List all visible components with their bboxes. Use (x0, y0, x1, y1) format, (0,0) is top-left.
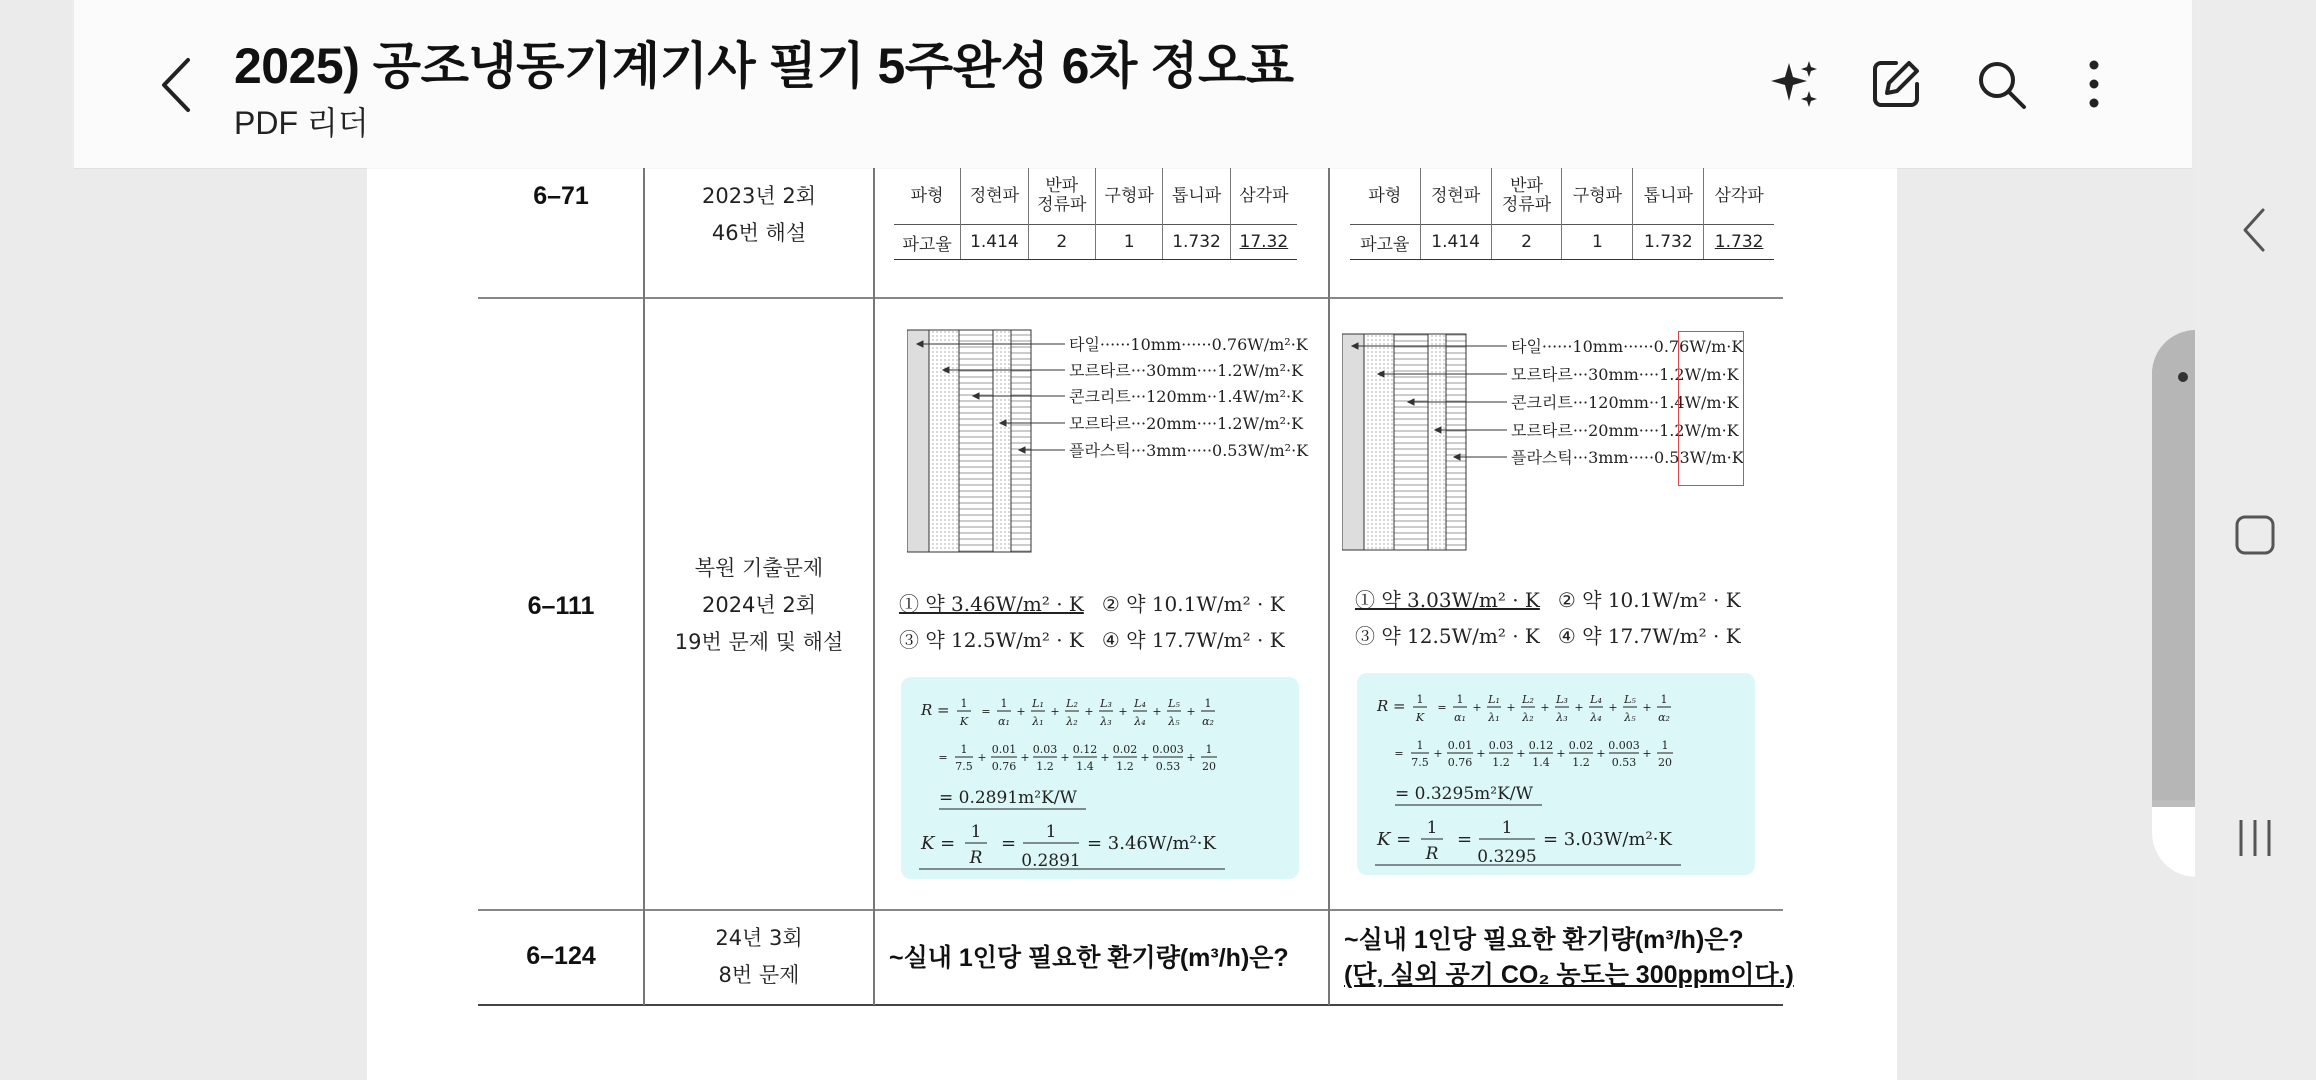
svg-text:+: + (977, 751, 987, 764)
more-icon (2084, 57, 2104, 111)
ai-sparkle-icon (1769, 57, 1823, 111)
svg-text:콘크리트···120mm··1.4W/m·K: 콘크리트···120mm··1.4W/m·K (1511, 393, 1739, 412)
svg-text:λ₃: λ₃ (1556, 711, 1568, 724)
nav-recents-icon (2225, 808, 2285, 868)
svg-text:1: 1 (1426, 818, 1438, 838)
svg-text:λ₅: λ₅ (1168, 715, 1180, 728)
nav-home-button[interactable] (2225, 505, 2285, 565)
source-line: 19번 문제 및 해설 (674, 630, 844, 654)
row-number: 6–124 (526, 942, 596, 970)
svg-text:+: + (1020, 751, 1030, 764)
more-options-button[interactable] (2062, 52, 2126, 116)
edge-dot (2178, 372, 2188, 382)
nav-back-button[interactable] (2225, 200, 2285, 260)
ai-assist-button[interactable] (1764, 52, 1828, 116)
svg-text:=: = (981, 705, 991, 718)
svg-text:=: = (1001, 833, 1017, 854)
col-divider (1328, 150, 1330, 1005)
svg-text:+: + (1118, 705, 1128, 718)
svg-text:+: + (1540, 701, 1550, 714)
svg-text:= 3.46W/m²·K: = 3.46W/m²·K (1087, 833, 1216, 854)
svg-text:λ₂: λ₂ (1522, 711, 1534, 724)
svg-text:20: 20 (1202, 760, 1216, 773)
svg-text:콘크리트···120mm··1.4W/m²·K: 콘크리트···120mm··1.4W/m²·K (1069, 387, 1304, 406)
svg-text:α₂: α₂ (1658, 711, 1670, 724)
svg-text:= 3.03W/m²·K: = 3.03W/m²·K (1543, 829, 1672, 850)
svg-text:모르타르···30mm····1.2W/m²·K: 모르타르···30mm····1.2W/m²·K (1069, 361, 1304, 380)
svg-text:1: 1 (1501, 818, 1513, 838)
svg-text:=: = (938, 751, 948, 764)
svg-text:λ₁: λ₁ (1488, 711, 1500, 724)
svg-text:0.03: 0.03 (1032, 743, 1058, 756)
svg-text:1.2: 1.2 (1572, 756, 1590, 769)
svg-text:0.76: 0.76 (991, 760, 1017, 773)
svg-text:+: + (1476, 747, 1486, 760)
formula-box-before (901, 677, 1299, 879)
svg-text:0.01: 0.01 (991, 743, 1017, 756)
source-line: 2023년 2회 (701, 184, 817, 208)
col-divider (873, 150, 875, 1005)
svg-text:=: = (1437, 701, 1447, 714)
svg-text:1: 1 (1000, 697, 1008, 710)
svg-text:+: + (1516, 747, 1526, 760)
svg-text:= 0.2891m²K/W: = 0.2891m²K/W (939, 788, 1077, 808)
svg-text:1: 1 (960, 697, 968, 710)
svg-text:+: + (1556, 747, 1566, 760)
correction-highlight-box (1678, 331, 1744, 486)
svg-text:K =: K = (921, 833, 956, 854)
search-button[interactable] (1969, 52, 2033, 116)
question-after-line1: ~실내 1인당 필요한 환기량(m³/h)은? (1344, 926, 1744, 954)
svg-text:R: R (969, 848, 983, 868)
svg-text:K: K (959, 715, 969, 728)
svg-text:7.5: 7.5 (1411, 756, 1429, 769)
svg-text:1: 1 (1660, 693, 1668, 706)
back-icon (144, 50, 214, 120)
svg-text:0.53: 0.53 (1155, 760, 1181, 773)
svg-text:0.2891: 0.2891 (1021, 851, 1081, 871)
search-icon (1974, 57, 2028, 111)
svg-text:+: + (1060, 751, 1070, 764)
svg-text:+: + (1642, 747, 1652, 760)
svg-text:0.01: 0.01 (1447, 739, 1473, 752)
answer-choices-before: ① 약 3.46W/m² · K ② 약 10.1W/m² · K ③ 약 12.5W/m² · K ④ 약 17.7W/m² · K (899, 592, 1285, 652)
nav-back-icon (2225, 200, 2285, 260)
formula-box-after (1357, 673, 1755, 875)
svg-text:λ₂: λ₂ (1066, 715, 1078, 728)
svg-text:1: 1 (1456, 693, 1464, 706)
svg-text:+: + (1642, 701, 1652, 714)
svg-text:플라스틱···3mm·····0.53W/m·K: 플라스틱···3mm·····0.53W/m·K (1511, 448, 1744, 467)
svg-text:0.02: 0.02 (1568, 739, 1594, 752)
svg-text:K =: K = (1377, 829, 1412, 850)
edit-icon (1869, 57, 1923, 111)
svg-text:L₂: L₂ (1522, 693, 1534, 706)
svg-text:L₂: L₂ (1066, 697, 1078, 710)
svg-text:0.03: 0.03 (1488, 739, 1514, 752)
source-line: 46번 해설 (711, 221, 807, 245)
svg-text:1.2: 1.2 (1116, 760, 1134, 773)
svg-text:+: + (1506, 701, 1516, 714)
svg-text:1.4: 1.4 (1532, 756, 1550, 769)
svg-text:+: + (1050, 705, 1060, 718)
svg-text:1: 1 (1416, 739, 1424, 752)
row-source (645, 550, 873, 661)
svg-text:1: 1 (1416, 693, 1424, 706)
svg-text:0.53: 0.53 (1611, 756, 1637, 769)
svg-text:L₁: L₁ (1032, 697, 1044, 710)
row-divider (478, 909, 1783, 911)
svg-text:1: 1 (1045, 822, 1057, 842)
svg-text:α₁: α₁ (998, 715, 1010, 728)
wall-diagram-before (907, 326, 1327, 558)
nav-recents-button[interactable] (2225, 808, 2285, 868)
svg-text:+: + (1596, 747, 1606, 760)
source-line: 24년 3회 (715, 926, 803, 950)
waveform-table-before: 파형 정현파 반파 정류파 구형파 톱니파 삼각파 파고율 1.414 2 1 1.732 17.32 (894, 168, 1297, 260)
svg-text:0.12: 0.12 (1072, 743, 1098, 756)
waveform-table-after: 파형 정현파 반파 정류파 구형파 톱니파 삼각파 파고율 1.414 2 1 1.732 1.732 (1350, 168, 1774, 260)
svg-text:+: + (1140, 751, 1150, 764)
svg-text:1.2: 1.2 (1036, 760, 1054, 773)
svg-text:L₃: L₃ (1100, 697, 1112, 710)
svg-text:모르타르···20mm····1.2W/m²·K: 모르타르···20mm····1.2W/m²·K (1069, 414, 1304, 433)
nav-home-icon (2225, 505, 2285, 565)
svg-text:모르타르···30mm····1.2W/m·K: 모르타르···30mm····1.2W/m·K (1511, 365, 1739, 384)
svg-text:=: = (1457, 829, 1473, 850)
edit-button[interactable] (1864, 52, 1928, 116)
row-source (645, 920, 873, 994)
svg-text:0.02: 0.02 (1112, 743, 1138, 756)
svg-text:0.76: 0.76 (1447, 756, 1473, 769)
svg-text:20: 20 (1658, 756, 1672, 769)
svg-text:λ₅: λ₅ (1624, 711, 1636, 724)
app-bar (74, 0, 2192, 168)
svg-text:α₁: α₁ (1454, 711, 1466, 724)
svg-text:R: R (1425, 844, 1439, 864)
svg-text:1: 1 (970, 822, 982, 842)
row-divider (478, 297, 1783, 299)
svg-text:7.5: 7.5 (955, 760, 973, 773)
row-divider (478, 1004, 1783, 1006)
question-before: ~실내 1인당 필요한 환기량(m³/h)은? (889, 944, 1289, 972)
svg-text:플라스틱···3mm·····0.53W/m²·K: 플라스틱···3mm·····0.53W/m²·K (1069, 441, 1309, 460)
svg-text:L₁: L₁ (1488, 693, 1500, 706)
svg-text:타일······10mm······0.76W/m²·K: 타일······10mm······0.76W/m²·K (1069, 335, 1308, 354)
svg-text:타일······10mm······0.76W/m·K: 타일······10mm······0.76W/m·K (1511, 337, 1744, 356)
svg-text:R =: R = (1377, 697, 1406, 715)
svg-text:L₅: L₅ (1624, 693, 1636, 706)
row-number: 6–111 (527, 592, 595, 620)
source-line: 2024년 2회 (701, 593, 817, 617)
svg-text:L₃: L₃ (1556, 693, 1568, 706)
svg-text:0.12: 0.12 (1528, 739, 1554, 752)
svg-text:1.4: 1.4 (1076, 760, 1094, 773)
svg-text:= 0.3295m²K/W: = 0.3295m²K/W (1395, 784, 1533, 804)
svg-text:λ₁: λ₁ (1032, 715, 1044, 728)
svg-text:1.2: 1.2 (1492, 756, 1510, 769)
svg-text:L₄: L₄ (1590, 693, 1602, 706)
svg-text:1: 1 (960, 743, 968, 756)
row-source (645, 178, 873, 252)
svg-text:+: + (1016, 705, 1026, 718)
question-after-line2: (단, 실외 공기 CO₂ 농도는 300ppm이다.) (1344, 961, 1794, 989)
svg-text:+: + (1433, 747, 1443, 760)
source-line: 복원 기출문제 (694, 556, 824, 580)
navigation-bar (2195, 0, 2316, 1080)
svg-text:L₄: L₄ (1134, 697, 1146, 710)
row-number: 6–71 (533, 182, 589, 210)
svg-text:+: + (1100, 751, 1110, 764)
svg-text:+: + (1186, 751, 1196, 764)
svg-text:λ₄: λ₄ (1590, 711, 1602, 724)
svg-text:+: + (1608, 701, 1618, 714)
svg-text:모르타르···20mm····1.2W/m·K: 모르타르···20mm····1.2W/m·K (1511, 421, 1739, 440)
svg-text:L₅: L₅ (1168, 697, 1180, 710)
svg-text:1: 1 (1661, 739, 1669, 752)
svg-text:1: 1 (1204, 697, 1212, 710)
document-title: 2025) 공조냉동기계기사 필기 5주완성 6차 정오표 (234, 38, 1294, 94)
svg-text:0.003: 0.003 (1152, 743, 1184, 756)
svg-text:=: = (1394, 747, 1404, 760)
svg-text:λ₄: λ₄ (1134, 715, 1146, 728)
svg-text:K: K (1415, 711, 1425, 724)
svg-text:α₂: α₂ (1202, 715, 1214, 728)
svg-text:1: 1 (1205, 743, 1213, 756)
svg-text:+: + (1472, 701, 1482, 714)
svg-text:0.003: 0.003 (1608, 739, 1640, 752)
svg-text:+: + (1152, 705, 1162, 718)
svg-text:λ₃: λ₃ (1100, 715, 1112, 728)
source-line: 8번 문제 (718, 963, 800, 987)
svg-text:+: + (1084, 705, 1094, 718)
answer-choices-after: ① 약 3.03W/m² · K ② 약 10.1W/m² · K ③ 약 12.5W/m² · K ④ 약 17.7W/m² · K (1355, 588, 1741, 648)
svg-text:+: + (1186, 705, 1196, 718)
svg-text:+: + (1574, 701, 1584, 714)
back-button[interactable] (144, 50, 214, 120)
svg-text:0.3295: 0.3295 (1477, 847, 1537, 867)
app-name: PDF 리더 (234, 105, 369, 141)
svg-text:R =: R = (921, 701, 950, 719)
